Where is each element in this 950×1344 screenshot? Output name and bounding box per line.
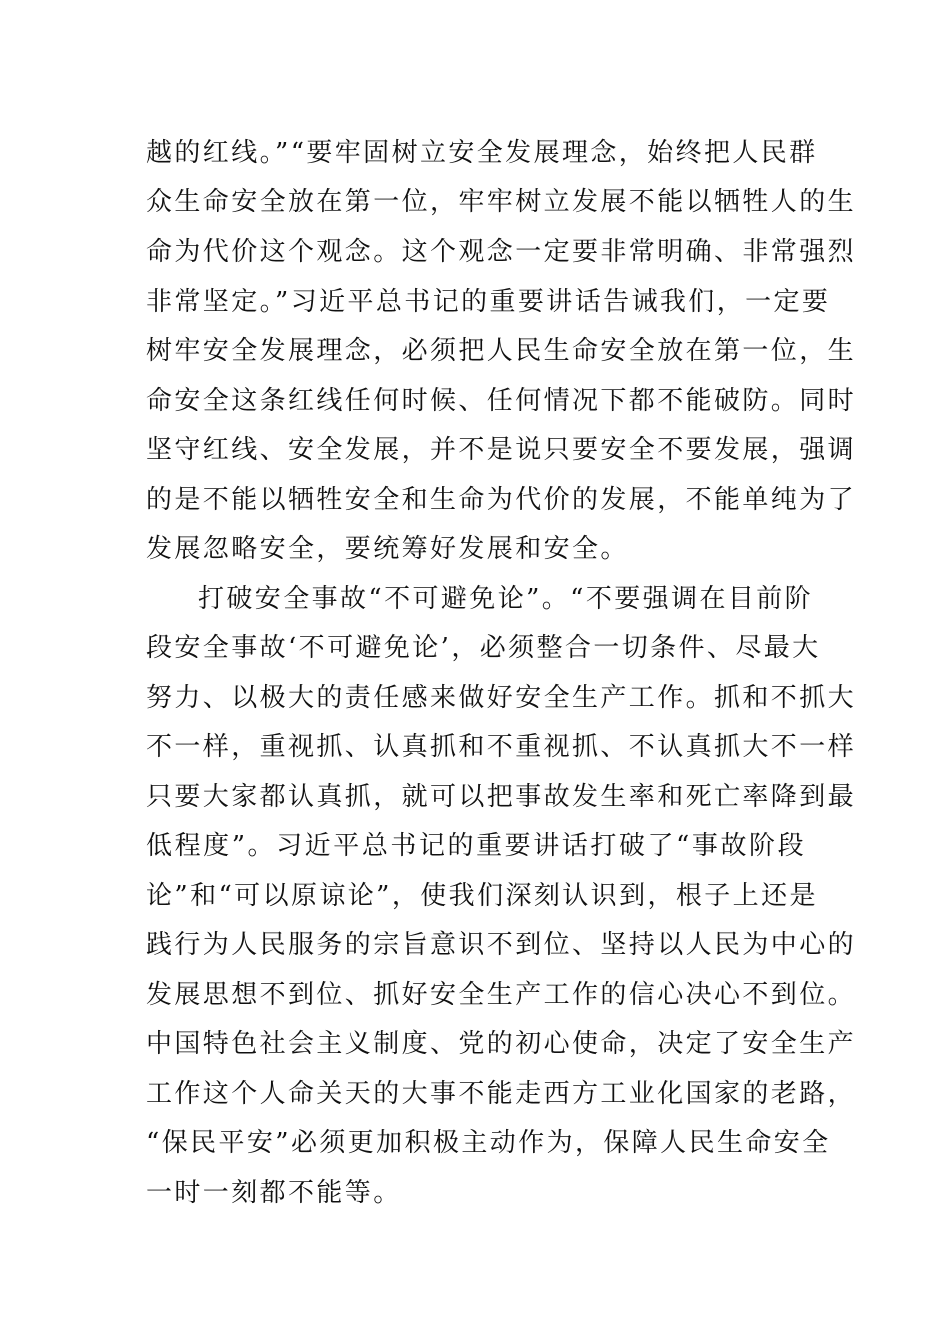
text-line: 众生命安全放在第一位，牢牢树立发展不能以牺牲人的生 [146, 187, 857, 217]
text-line: 一时一刻都不能等。 [146, 1178, 402, 1208]
text-line: 只要大家都认真抓，就可以把事故发生率和死亡率降到最 [146, 782, 857, 812]
text-line: “保民平安”必须更加积极主动作为，保障人民生命安全 [146, 1128, 831, 1158]
text-line: 低程度”。习近平总书记的重要讲话打破了“事故阶段 [146, 831, 806, 861]
text-line: 践行为人民服务的宗旨意识不到位、坚持以人民为中心的 [146, 930, 857, 960]
text-line: 命为代价这个观念。这个观念一定要非常明确、非常强烈 [146, 237, 857, 267]
text-line: 努力、以极大的责任感来做好安全生产工作。抓和不抓大 [146, 683, 857, 713]
text-line: 非常坚定。”习近平总书记的重要讲话告诫我们，一定要 [146, 287, 831, 317]
paragraph-first-line: 打破安全事故“不可避免论”。“不要强调在目前阶 [198, 584, 814, 614]
text-line: 坚守红线、安全发展，并不是说只要安全不要发展，强调 [146, 435, 857, 465]
text-line: 不一样，重视抓、认真抓和不重视抓、不认真抓大不一样 [146, 732, 857, 762]
text-line: 命安全这条红线任何时候、任何情况下都不能破防。同时 [146, 386, 857, 416]
text-line: 发展忽略安全，要统筹好发展和安全。 [146, 534, 629, 564]
text-line: 工作这个人命关天的大事不能走西方工业化国家的老路， [146, 1079, 857, 1109]
text-line: 中国特色社会主义制度、党的初心使命，决定了安全生产 [146, 1029, 857, 1059]
text-line: 越的红线。”“要牢固树立安全发展理念，始终把人民群 [146, 138, 818, 168]
text-line: 论”和“可以原谅论”，使我们深刻认识到，根子上还是 [146, 881, 818, 911]
text-line: 树牢安全发展理念，必须把人民生命安全放在第一位，生 [146, 336, 857, 366]
text-line: 的是不能以牺牲安全和生命为代价的发展，不能单纯为了 [146, 485, 857, 515]
text-line: 发展思想不到位、抓好安全生产工作的信心决心不到位。 [146, 980, 857, 1010]
text-line: 段安全事故‘不可避免论’，必须整合一切条件、尽最大 [146, 633, 821, 663]
